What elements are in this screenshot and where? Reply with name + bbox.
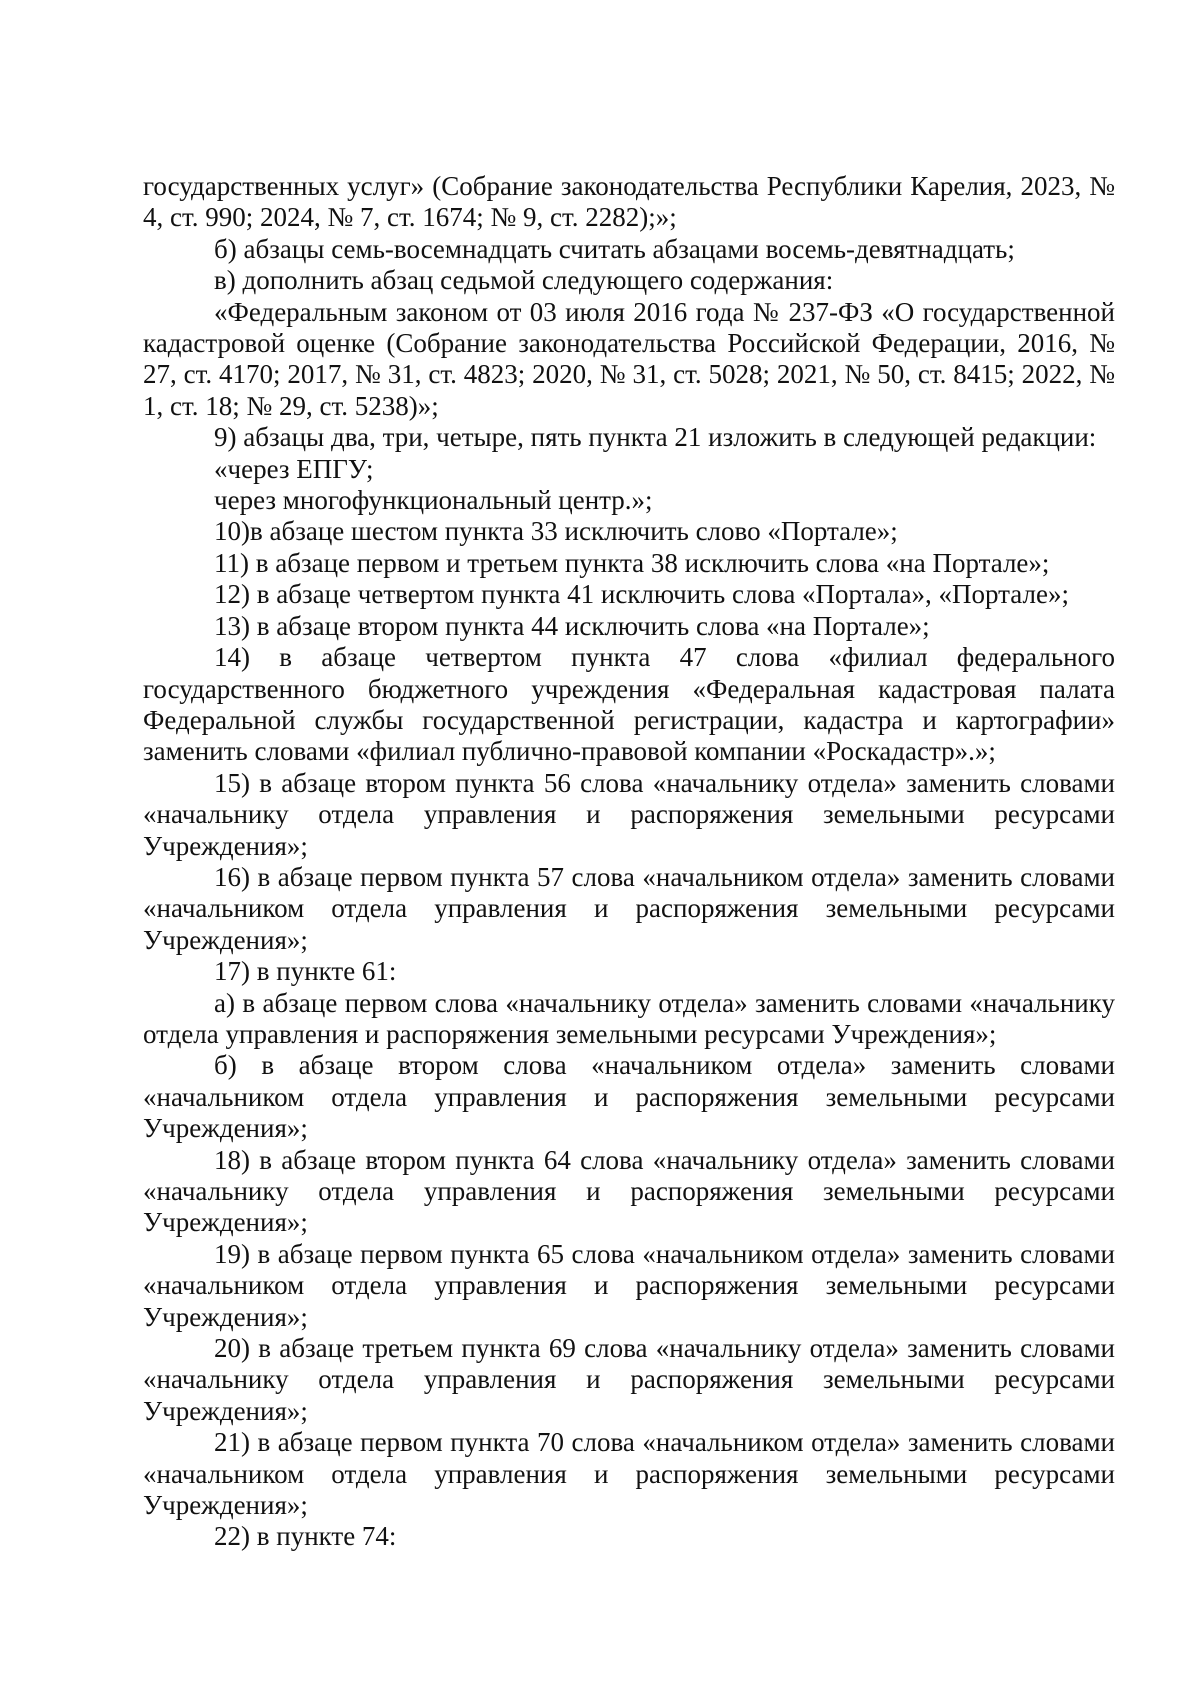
paragraph: «через ЕПГУ; <box>214 453 374 484</box>
paragraph: 14) в абзаце четвертом пункта 47 слова «филиал федерального государственного бюджетного учреждения «Федеральная кадастровая палата Федеральной службы государственной регистрации, кадастра и картографии» заменить словами «филиал публично-правовой компании «Роскадастр».»; <box>143 642 1115 767</box>
paragraph: 19) в абзаце первом пункта 65 слова «начальником отдела» заменить словами «начальником отдела управления и распоряжения земельными ресурсами Учреждения»; <box>143 1238 1115 1332</box>
paragraph: «Федеральным законом от 03 июля 2016 года № 237-ФЗ «О государственной кадастровой оценке (Собрание законодательства Российской Федерации, 2016, № 27, ст. 4170; 2017, № 31, ст. 4823; 2020, № 31, ст. 5028; 2021, № 50, ст. 8415; 2022, № 1, ст. 18; № 29, ст. 5238)»; <box>143 296 1115 421</box>
paragraph: 13) в абзаце втором пункта 44 исключить слова «на Портале»; <box>214 610 930 641</box>
paragraph: 10)в абзаце шестом пункта 33 исключить слово «Портале»; <box>214 516 898 547</box>
paragraph: 9) абзацы два, три, четыре, пять пункта 21 изложить в следующей редакции: <box>214 422 1097 453</box>
paragraph: 12) в абзаце четвертом пункта 41 исключить слова «Портала», «Портале»; <box>214 579 1069 610</box>
paragraph: 17) в пункте 61: <box>214 956 397 987</box>
paragraph: б) абзацы семь-восемнадцать считать абзацами восемь-девятнадцать; <box>214 233 1015 264</box>
paragraph: 20) в абзаце третьем пункта 69 слова «начальнику отдела» заменить словами «начальнику отдела управления и распоряжения земельными ресурсами Учреждения»; <box>143 1333 1115 1426</box>
document-body <box>143 171 1115 1553</box>
paragraph: 18) в абзаце втором пункта 64 слова «начальнику отдела» заменить словами «начальнику отдела управления и распоряжения земельными ресурсами Учреждения»; <box>143 1144 1115 1238</box>
paragraph: через многофункциональный центр.»; <box>214 485 653 516</box>
paragraph: 11) в абзаце первом и третьем пункта 38 исключить слова «на Портале»; <box>214 547 1050 578</box>
paragraph: в) дополнить абзац седьмой следующего содержания: <box>214 265 834 296</box>
paragraph: б) в абзаце втором слова «начальником отдела» заменить словами «начальником отдела управления и распоряжения земельными ресурсами Учреждения»; <box>143 1050 1115 1144</box>
paragraph: 15) в абзаце втором пункта 56 слова «начальнику отдела» заменить словами «начальнику отдела управления и распоряжения земельными ресурсами Учреждения»; <box>143 767 1115 861</box>
paragraph: 21) в абзаце первом пункта 70 слова «начальником отдела» заменить словами «начальником отдела управления и распоряжения земельными ресурсами Учреждения»; <box>143 1427 1115 1521</box>
paragraph: а) в абзаце первом слова «начальнику отдела» заменить словами «начальнику отдела управления и распоряжения земельными ресурсами Учреждения»; <box>143 987 1115 1049</box>
paragraph: 16) в абзаце первом пункта 57 слова «начальником отдела» заменить словами «начальником отдела управления и распоряжения земельными ресурсами Учреждения»; <box>143 861 1115 955</box>
paragraph: 22) в пункте 74: <box>214 1521 397 1552</box>
paragraph: государственных услуг» (Собрание законодательства Республики Карелия, 2023, № 4, ст. 990; 2024, № 7, ст. 1674; № 9, ст. 2282);»; <box>143 171 1115 233</box>
